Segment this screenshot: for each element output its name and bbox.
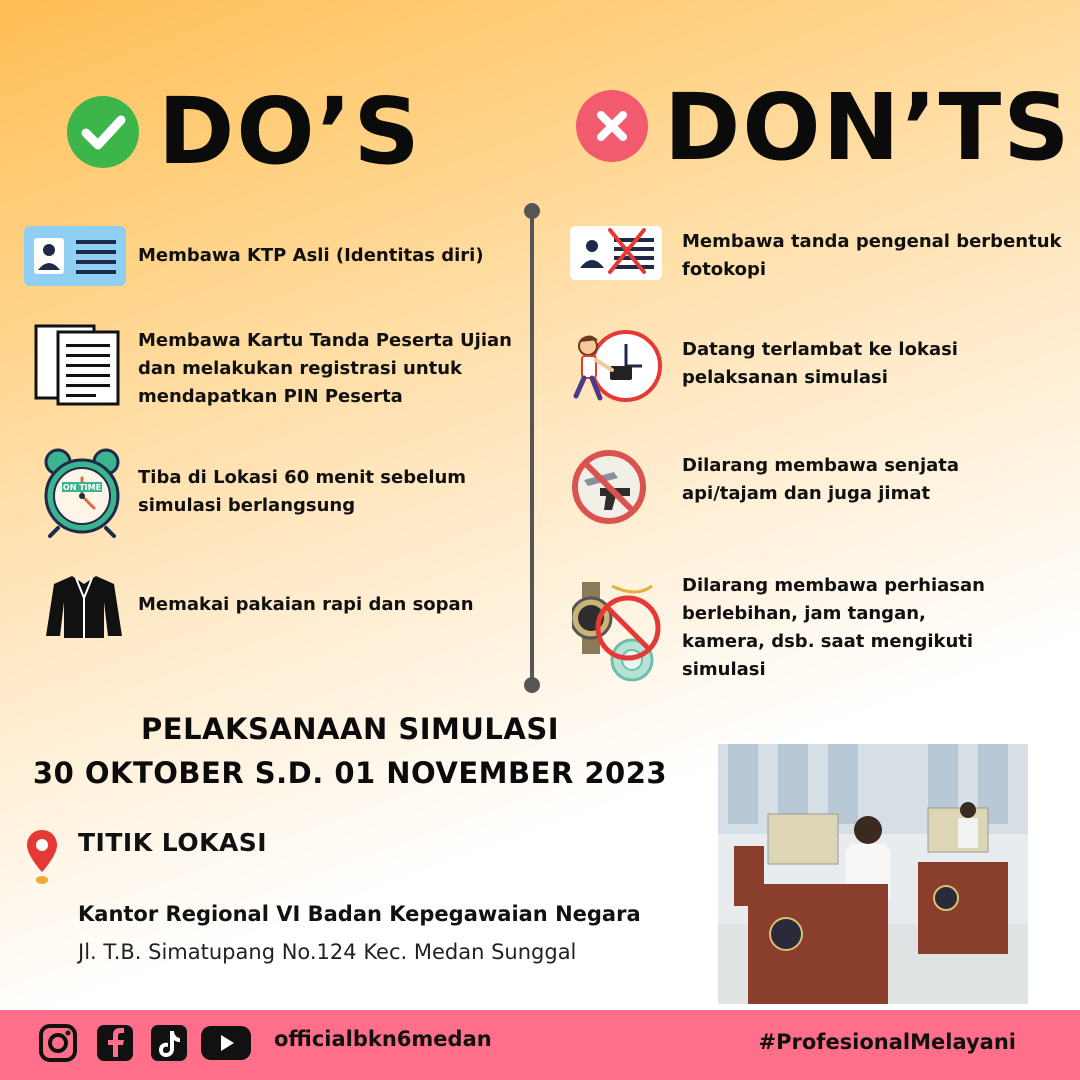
donts-item-1-text: Membawa tanda pengenal berbentuk fotokopi bbox=[682, 231, 1062, 280]
late-runner-icon bbox=[570, 326, 666, 406]
social-handle: officialbkn6medan bbox=[274, 1027, 492, 1051]
dos-item-2-text: Membawa Kartu Tanda Peserta Ujian dan melakukan registrasi untuk mendapatkan PIN Peserta bbox=[138, 330, 512, 407]
dos-title: DO’S bbox=[158, 78, 422, 185]
exam-room-photo bbox=[718, 744, 1028, 1004]
footer-hashtag: #ProfesionalMelayani bbox=[758, 1030, 1016, 1054]
donts-item-4-text: Dilarang membawa perhiasan berlebihan, jam tangan, kamera, dsb. saat mengikuti simulasi bbox=[682, 575, 985, 680]
tiktok-icon[interactable] bbox=[150, 1023, 188, 1063]
dos-item-4-text: Memakai pakaian rapi dan sopan bbox=[138, 594, 474, 615]
location-address: Jl. T.B. Simatupang No.124 Kec. Medan Sunggal bbox=[78, 940, 577, 964]
donts-title: DON’TS bbox=[664, 74, 1072, 181]
id-card-icon bbox=[24, 226, 126, 286]
divider-bottom-dot bbox=[524, 677, 540, 693]
dos-item-3-text: Tiba di Lokasi 60 menit sebelum simulasi berlangsung bbox=[138, 467, 467, 516]
no-weapons-icon bbox=[570, 448, 648, 526]
crossed-id-card-icon bbox=[570, 226, 662, 280]
event-title: PELAKSANAAN SIMULASI bbox=[141, 712, 559, 746]
on-time-label: ON TIME bbox=[62, 483, 102, 492]
event-dates: 30 OKTOBER S.D. 01 NOVEMBER 2023 bbox=[32, 756, 668, 790]
alarm-clock-icon bbox=[36, 448, 128, 538]
instagram-icon[interactable] bbox=[38, 1023, 78, 1063]
jacket-icon bbox=[44, 572, 124, 640]
location-name: Kantor Regional VI Badan Kepegawaian Negara bbox=[78, 902, 641, 926]
donts-item-2-text: Datang terlambat ke lokasi pelaksanan simulasi bbox=[682, 339, 958, 388]
dos-item-1-text: Membawa KTP Asli (Identitas diri) bbox=[138, 245, 484, 266]
no-jewelry-icon bbox=[572, 578, 670, 686]
facebook-icon[interactable] bbox=[96, 1023, 134, 1063]
center-divider bbox=[530, 210, 534, 686]
donts-item-3-text: Dilarang membawa senjata api/tajam dan juga jimat bbox=[682, 455, 960, 504]
youtube-icon[interactable] bbox=[200, 1025, 252, 1061]
map-pin-icon bbox=[26, 828, 58, 886]
documents-icon bbox=[32, 322, 124, 406]
divider-top-dot bbox=[524, 203, 540, 219]
check-circle-icon bbox=[67, 96, 139, 168]
location-title: TITIK LOKASI bbox=[78, 828, 268, 857]
cross-circle-icon bbox=[576, 90, 648, 162]
